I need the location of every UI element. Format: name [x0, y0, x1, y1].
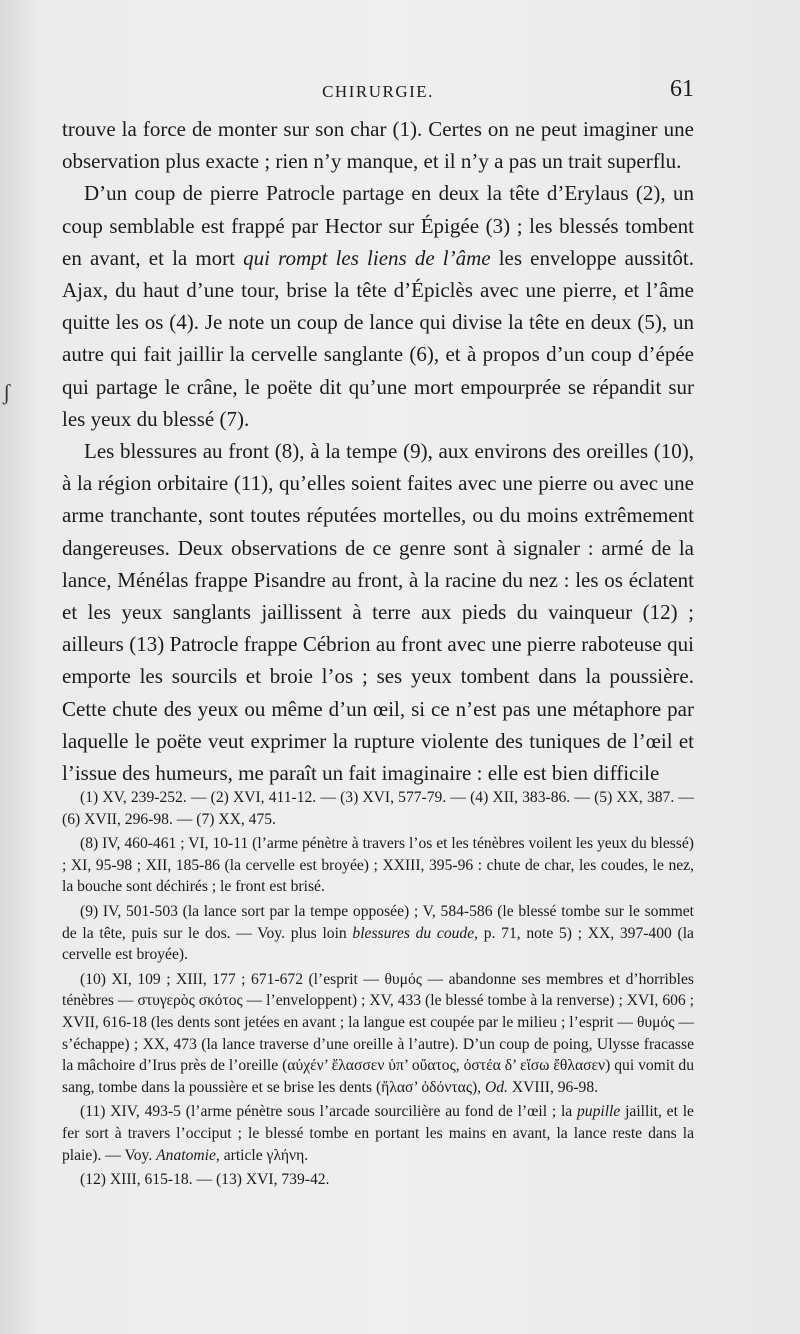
footnote-1-7: (1) XV, 239-252. — (2) XVI, 411-12. — (3) XVI, 577-79. — (4) XII, 383-86. — (5) XX, 387. — (6) XVII, 296-98. — (7) XX, 475. — [62, 789, 694, 828]
footnote-10-end: XVIII, 96-98. — [507, 1078, 599, 1096]
footnote-9-end: , p. 71, note 5) ; XX, 397-400 (la cervelle est broyée). — [62, 924, 694, 964]
footnote-11-mid: jaillit, et le fer sort à travers l’occiput ; le blessé tombe en portant les mains en avant, la lance reste dans la plaie). — Voy. — [62, 1103, 694, 1164]
main-text — [62, 113, 694, 789]
footnote-10 — [62, 969, 694, 1099]
footnote-11 — [62, 1101, 694, 1166]
footnote-11-italic: pupille — [576, 1103, 621, 1121]
footnote-8: (8) IV, 460-461 ; VI, 10-11 (l’arme pénètre à travers l’os et les ténèbres voilent les yeux du blessé) ; XI, 95-98 ; XII, 185-86 (la cervelle est broyée) ; XXIII, 395-96 : chute de char, les coudes, le nez, la bouche sont déchirés ; le front est brisé. — [62, 835, 694, 896]
footnote-9-start: (9) IV, 501-503 (la lance sort par la tempe opposée) ; V, 584-586 (le blessé tombe sur le sommet de la tête, puis sur le dos. — Voy. plus loin — [62, 902, 694, 942]
margin-mark: ʃ — [3, 380, 11, 405]
footnote-12-13: (12) XIII, 615-18. — (13) XVI, 739-42. — [80, 1171, 330, 1189]
footnotes — [62, 787, 694, 1194]
footnote-9-italic: blessures du coude — [352, 924, 475, 942]
paragraph-1: trouve la force de monter sur son char (1). Certes on ne peut imaginer une observation plus exacte ; rien n’y manque, et il n’y a pas un trait superflu. — [62, 117, 694, 174]
footnote-11-end: , article γλήνη. — [215, 1146, 309, 1164]
paragraph-2-italic: qui rompt les liens de l’âme — [243, 245, 491, 270]
paragraph-2-start: D’un coup de pierre Patrocle partage en deux la tête d’Erylaus (2), un coup semblable est frappé par Hector sur Épigée (3) ; les blessés tombent en avant, et la mort — [62, 181, 694, 270]
paragraph-2-end: les enveloppe aussitôt. Ajax, du haut d’une tour, brise la tête d’Épiclès avec une pierre, et l’âme quitte les os (4). Je note un coup de lance qui divise la tête en deux (5), un autre qui fait jaillir la cervelle sanglante (6), et à propos d’un coup d’épée qui partage le crâne, le poëte dit qu’une mort empourprée se répandit sur les yeux du blessé (7). — [62, 245, 694, 431]
footnote-9 — [62, 901, 694, 966]
footnote-11-start: (11) XIV, 493-5 (l’arme pénètre sous l’arcade sourcilière au fond de l’œil ; la — [80, 1103, 577, 1121]
page-header — [62, 76, 694, 108]
running-head: CHIRURGIE. — [322, 82, 434, 101]
footnote-11-italic-2: Anatomie — [156, 1146, 216, 1164]
footnote-10-italic: Od. — [484, 1078, 508, 1096]
paragraph-3: Les blessures au front (8), à la tempe (9), aux environs des oreilles (10), à la région orbitaire (11), qu’elles soient faites avec une pierre ou avec une arme tranchante, sont toutes réputées mortelles, ou du moins extrêmement dangereuses. Deux observations de ce genre sont à signaler : armé de la lance, Ménélas frappe Pisandre au front, à la racine du nez : les os éclatent et les yeux sanglants jaillissent à terre aux pieds du vainqueur (12) ; ailleurs (13) Patrocle frappe Cébrion au front avec une pierre raboteuse qui emporte les sourcils et broie l’os ; ses yeux tombent dans la poussière. Cette chute des yeux ou même d’un œil, si ce n’est pas une métaphore par laquelle le poëte veut exprimer la rupture violente des tuniques de l’œil et l’issue des humeurs, me paraît un fait imaginaire : elle est bien difficile — [62, 439, 694, 786]
footnote-10-start: (10) XI, 109 ; XIII, 177 ; 671-672 (l’esprit — θυμός — abandonne ses membres et d’horribles ténèbres — στυγερὸς σκότος — l’enveloppent) ; XV, 433 (le blessé tombe à la renverse) ; XVI, 606 ; XVII, 616-18 (les dents sont jetées en avant ; la langue est coupée par le milieu ; l’esprit — θυμός — s’échappe) ; XX, 473 (la lance traverse d’une oreille à l’autre). D’un coup de poing, Ulysse fracasse la mâchoire d’Irus près de l’oreille (αὐχέν’ ἔλασσεν ὑπ’ οὔατος, ὀστέα δ’ εἴσω ἔθλασεν) qui vomit du sang, tombe dans la poussière et se brise les dents (ἤλασ’ ὀδόντας), — [62, 970, 694, 1096]
page-number: 61 — [670, 76, 694, 102]
paragraph-2 — [62, 177, 694, 435]
